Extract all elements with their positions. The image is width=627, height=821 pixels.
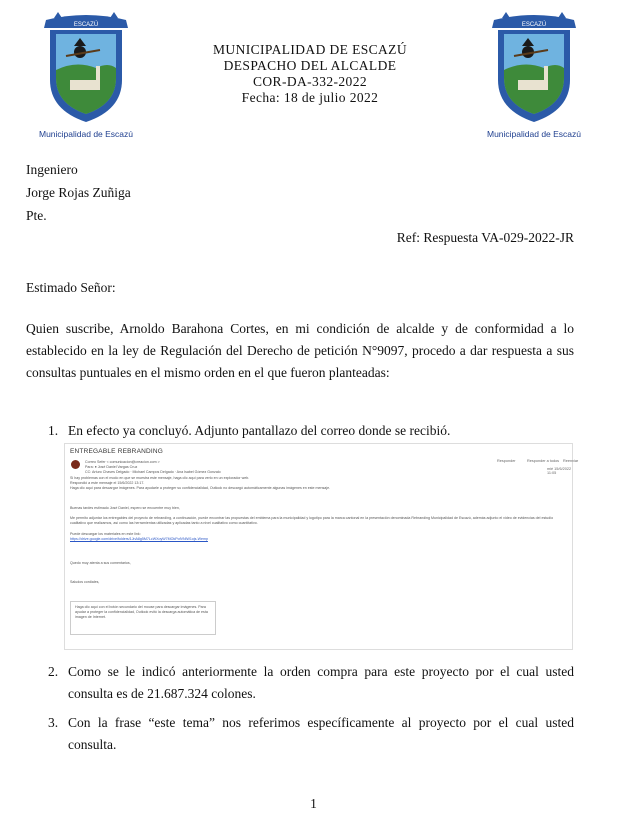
email-to: Para: ● José Daniel Vargas Cruz: [85, 465, 138, 469]
email-greeting: Buenas tardes estimado José Daniel, espero se encuentre muy bien,: [70, 506, 180, 510]
list-item-text: En efecto ya concluyó. Adjunto pantallazo del correo donde se recibió.: [68, 423, 451, 438]
email-date: mié 15/6/2022 11:05: [547, 467, 572, 475]
logo-caption: Municipalidad de Escazú: [486, 129, 582, 139]
intro-paragraph: Quien suscribe, Arnoldo Barahona Cortes, en mi condición de alcalde y de conformidad a lo establecido en la ley de Regulación del Derecho de petición N°9097, procedo a dar respuesta a sus consultas puntuales en el mismo orden en el que fueron planteadas:: [26, 321, 574, 380]
letterhead: [140, 42, 480, 106]
email-closing: Quedo muy atenta a sus comentarios,: [70, 561, 131, 565]
email-regards: Saludos cordiales,: [70, 580, 100, 584]
image-placeholder[interactable]: [70, 601, 216, 635]
left-logo: [36, 10, 146, 139]
drive-link[interactable]: https://drive.google.com/drive/folders/1JnA8g5M7LcWXoyW7MOkPofVNlW1ojs-Wemp: [70, 537, 208, 541]
list-item-number: 3.: [48, 715, 59, 730]
list-item-text: Con la frase “este tema” nos referimos específicamente al proyecto por el cual usted consulta.: [68, 715, 574, 752]
email-from: Correo Sefer < comunicacion@creacion.com >: [85, 460, 160, 464]
email-received: Respondió a este mensaje el 15/6/2022 13:17.: [70, 481, 145, 485]
email-link-label: Puede descargar los materiales en este link:: [70, 532, 141, 536]
email-images-note: Haga clic aquí para descargar imágenes. Para ayudarle a proteger su confidencialidad, Outlook no descargó automáticamente algunas imágenes en este mensaje.: [70, 486, 331, 490]
right-logo: [484, 10, 594, 139]
header-line-2: DESPACHO DEL ALCALDE: [223, 58, 397, 73]
list-item-number: 1.: [48, 423, 59, 438]
header-line-1: MUNICIPALIDAD DE ESCAZÚ: [213, 42, 407, 57]
list-item-text: Como se le indicó anteriormente la orden compra para este proyecto por el cual usted consulta es de 21.687.324 colones.: [68, 664, 574, 701]
email-body: Me permito adjuntar los entregables del proyecto de rebranding, a continuación, puede encontrar las propuestas del emblema para la municipalidad y logotipo para la marca cantonal en la presentación denominada Rebranding Municipalidad de Escazú, además adjunto el video de evidencias del estudio cualitativo que realizamos, así como las herramientas utilizadas y aplicadas tanto a nivel cualitativo como cuantitativo.: [70, 516, 554, 525]
salutation: Estimado Señor:: [26, 280, 116, 295]
page-number: 1: [310, 796, 317, 811]
logo-caption: Municipalidad de Escazú: [38, 129, 134, 139]
header-line-3: COR-DA-332-2022: [253, 74, 367, 89]
header-line-4: Fecha: 18 de julio 2022: [241, 90, 379, 105]
recipient-name: Jorge Rojas Zuñiga: [26, 185, 131, 200]
email-cc: CC: Arturo Chaves Delgado · Michael Campos Delgado · Ana Isabel Gómez Gonzalo: [85, 470, 221, 474]
escazu-crest-icon: [484, 10, 584, 125]
email-screenshot: [64, 443, 579, 650]
escazu-crest-icon: [36, 10, 136, 125]
reply-button[interactable]: Responder: [497, 459, 516, 463]
crest-arc-text: ESCAZÚ: [521, 22, 547, 28]
email-notice: Si hay problemas con el modo en que se muestra este mensaje, haga clic aquí para verlo en un explorador web.: [70, 476, 250, 480]
email-subject: ENTREGABLE REBRANDING: [70, 448, 164, 455]
forward-button[interactable]: Reenviar: [563, 459, 579, 463]
image-placeholder-text: Haga clic aquí con el botón secundario del mouse para descargar imágenes. Para ayudar a proteger la confidencialidad, Outlook evitó la descarga automática de esta imagen de Internet.: [75, 605, 208, 619]
crest-arc-text: ESCAZÚ: [73, 22, 99, 28]
list-item-number: 2.: [48, 664, 59, 679]
recipient-title: Ingeniero: [26, 162, 78, 177]
reference-line: Ref: Respuesta VA-029-2022-JR: [396, 230, 574, 245]
reply-all-button[interactable]: Responder a todos: [527, 459, 560, 463]
recipient-abbr: Pte.: [26, 208, 47, 223]
recipient-block: [26, 158, 131, 227]
avatar: [71, 460, 80, 469]
